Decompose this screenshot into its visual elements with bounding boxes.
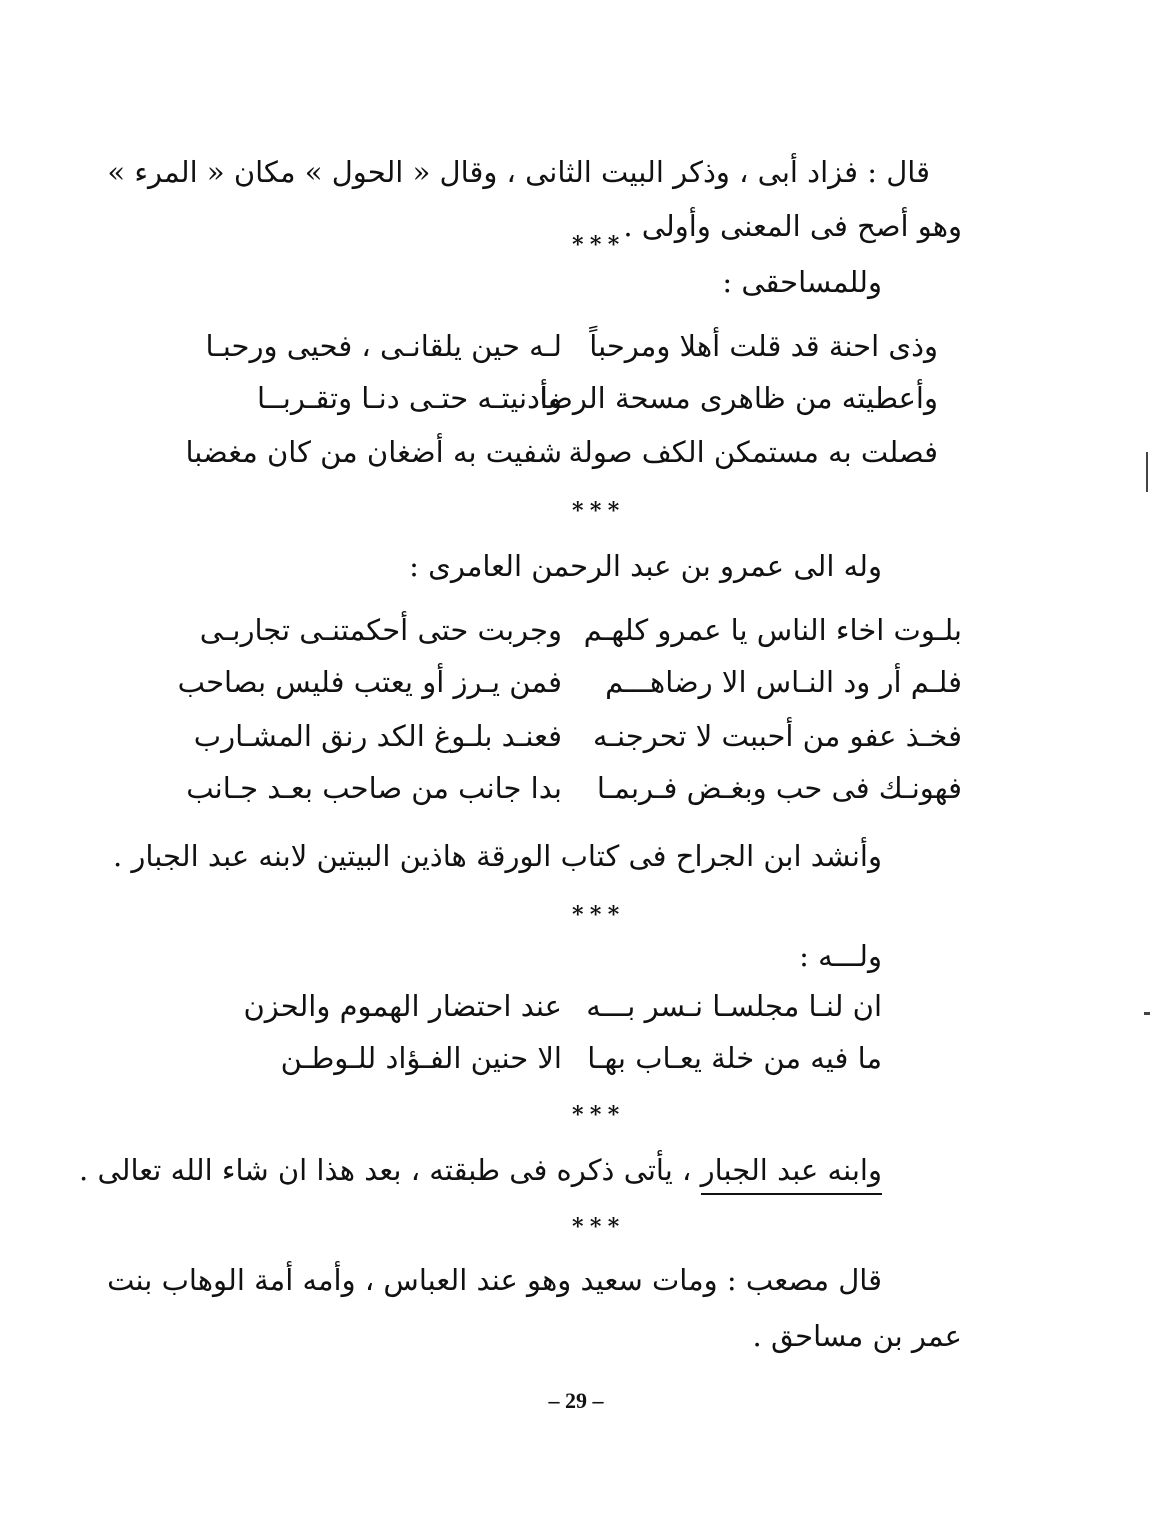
dash-left: – — [548, 1388, 560, 1413]
verse-first-hemistich: فخـذ عفو من أحببت لا تحرجنـه — [593, 719, 962, 753]
section-separator: * * * — [572, 902, 621, 928]
section-separator: * * * — [572, 232, 621, 258]
prose-line: وأنشد ابن الجراح فى كتاب الورقة هاذين البيتين لابنه عبد الجبار . — [112, 839, 882, 873]
verse-second-hemistich: وجربت حتى أحكمتنـى تجاربـى — [199, 613, 562, 647]
prose-text: ، يأتى ذكره فى طبقته ، بعد هذا ان شاء الله تعالى . — [79, 1153, 692, 1187]
prose-line — [79, 1150, 882, 1190]
verse-second-hemistich: الا حنين الفـؤاد للـوطـن — [280, 1041, 562, 1075]
verse-first-hemistich: فلـم أر ود النـاس الا رضاهـــم — [605, 665, 962, 699]
verse-first-hemistich: فصلت به مستمكن الكف صولة — [568, 435, 938, 469]
prose-line: قال مصعب : ومات سعيد وهو عند العباس ، وأمه أمة الوهاب بنت — [107, 1263, 882, 1297]
verse-second-hemistich: شفيت به أضغان من كان مغضبا — [185, 435, 562, 469]
poem-intro: وللمساحقى : — [722, 265, 882, 299]
verse-second-hemistich: عند احتضار الهموم والحزن — [243, 989, 562, 1023]
verse-first-hemistich: وذى احنة قد قلت أهلا ومرحباً — [589, 329, 938, 363]
verse-second-hemistich: بدا جانب من صاحب بعـد جـانب — [186, 771, 562, 805]
page-number-value: 29 — [565, 1388, 587, 1413]
verse-first-hemistich: فهونـك فى حب وبغـض فـربمـا — [596, 771, 962, 805]
verse-second-hemistich: لـه حين يلقانـى ، فحيى ورحبـا — [205, 329, 562, 363]
poem-intro: ولـــه : — [799, 939, 882, 973]
section-separator: * * * — [572, 1102, 621, 1128]
verse-first-hemistich: وأعطيته من ظاهرى مسحة الرضا — [539, 381, 938, 415]
prose-line: قال : فزاد أبى ، وذكر البيت الثانى ، وقال « الحول » مكان « المرء » — [107, 155, 930, 189]
section-separator: * * * — [572, 1214, 621, 1240]
page-number — [0, 1388, 1152, 1414]
verse-first-hemistich: ما فيه من خلة يعـاب بهـا — [587, 1041, 882, 1075]
verse-second-hemistich: فعنـد بلـوغ الكد رنق المشـارب — [193, 719, 562, 753]
verse-second-hemistich: وأدنيتـه حتـى دنـا وتقـربــا — [256, 381, 562, 415]
scan-edge-mark — [1144, 1012, 1150, 1015]
verse-first-hemistich: بلـوت اخاء الناس يا عمرو كلهـم — [583, 613, 962, 647]
scan-edge-mark — [1146, 452, 1148, 492]
underlined-name: وابنه عبد الجبار — [701, 1153, 882, 1195]
prose-line: وهو أصح فى المعنى وأولى . — [623, 209, 962, 243]
dash-right: – — [592, 1388, 604, 1413]
poem-intro: وله الى عمرو بن عبد الرحمن العامرى : — [409, 549, 882, 583]
verse-second-hemistich: فمن يـرز أو يعتب فليس بصاحب — [177, 665, 562, 699]
prose-line: عمر بن مساحق . — [752, 1319, 962, 1353]
section-separator: * * * — [572, 498, 621, 524]
verse-first-hemistich: ان لنـا مجلسـا نـسر بـــه — [586, 989, 882, 1023]
